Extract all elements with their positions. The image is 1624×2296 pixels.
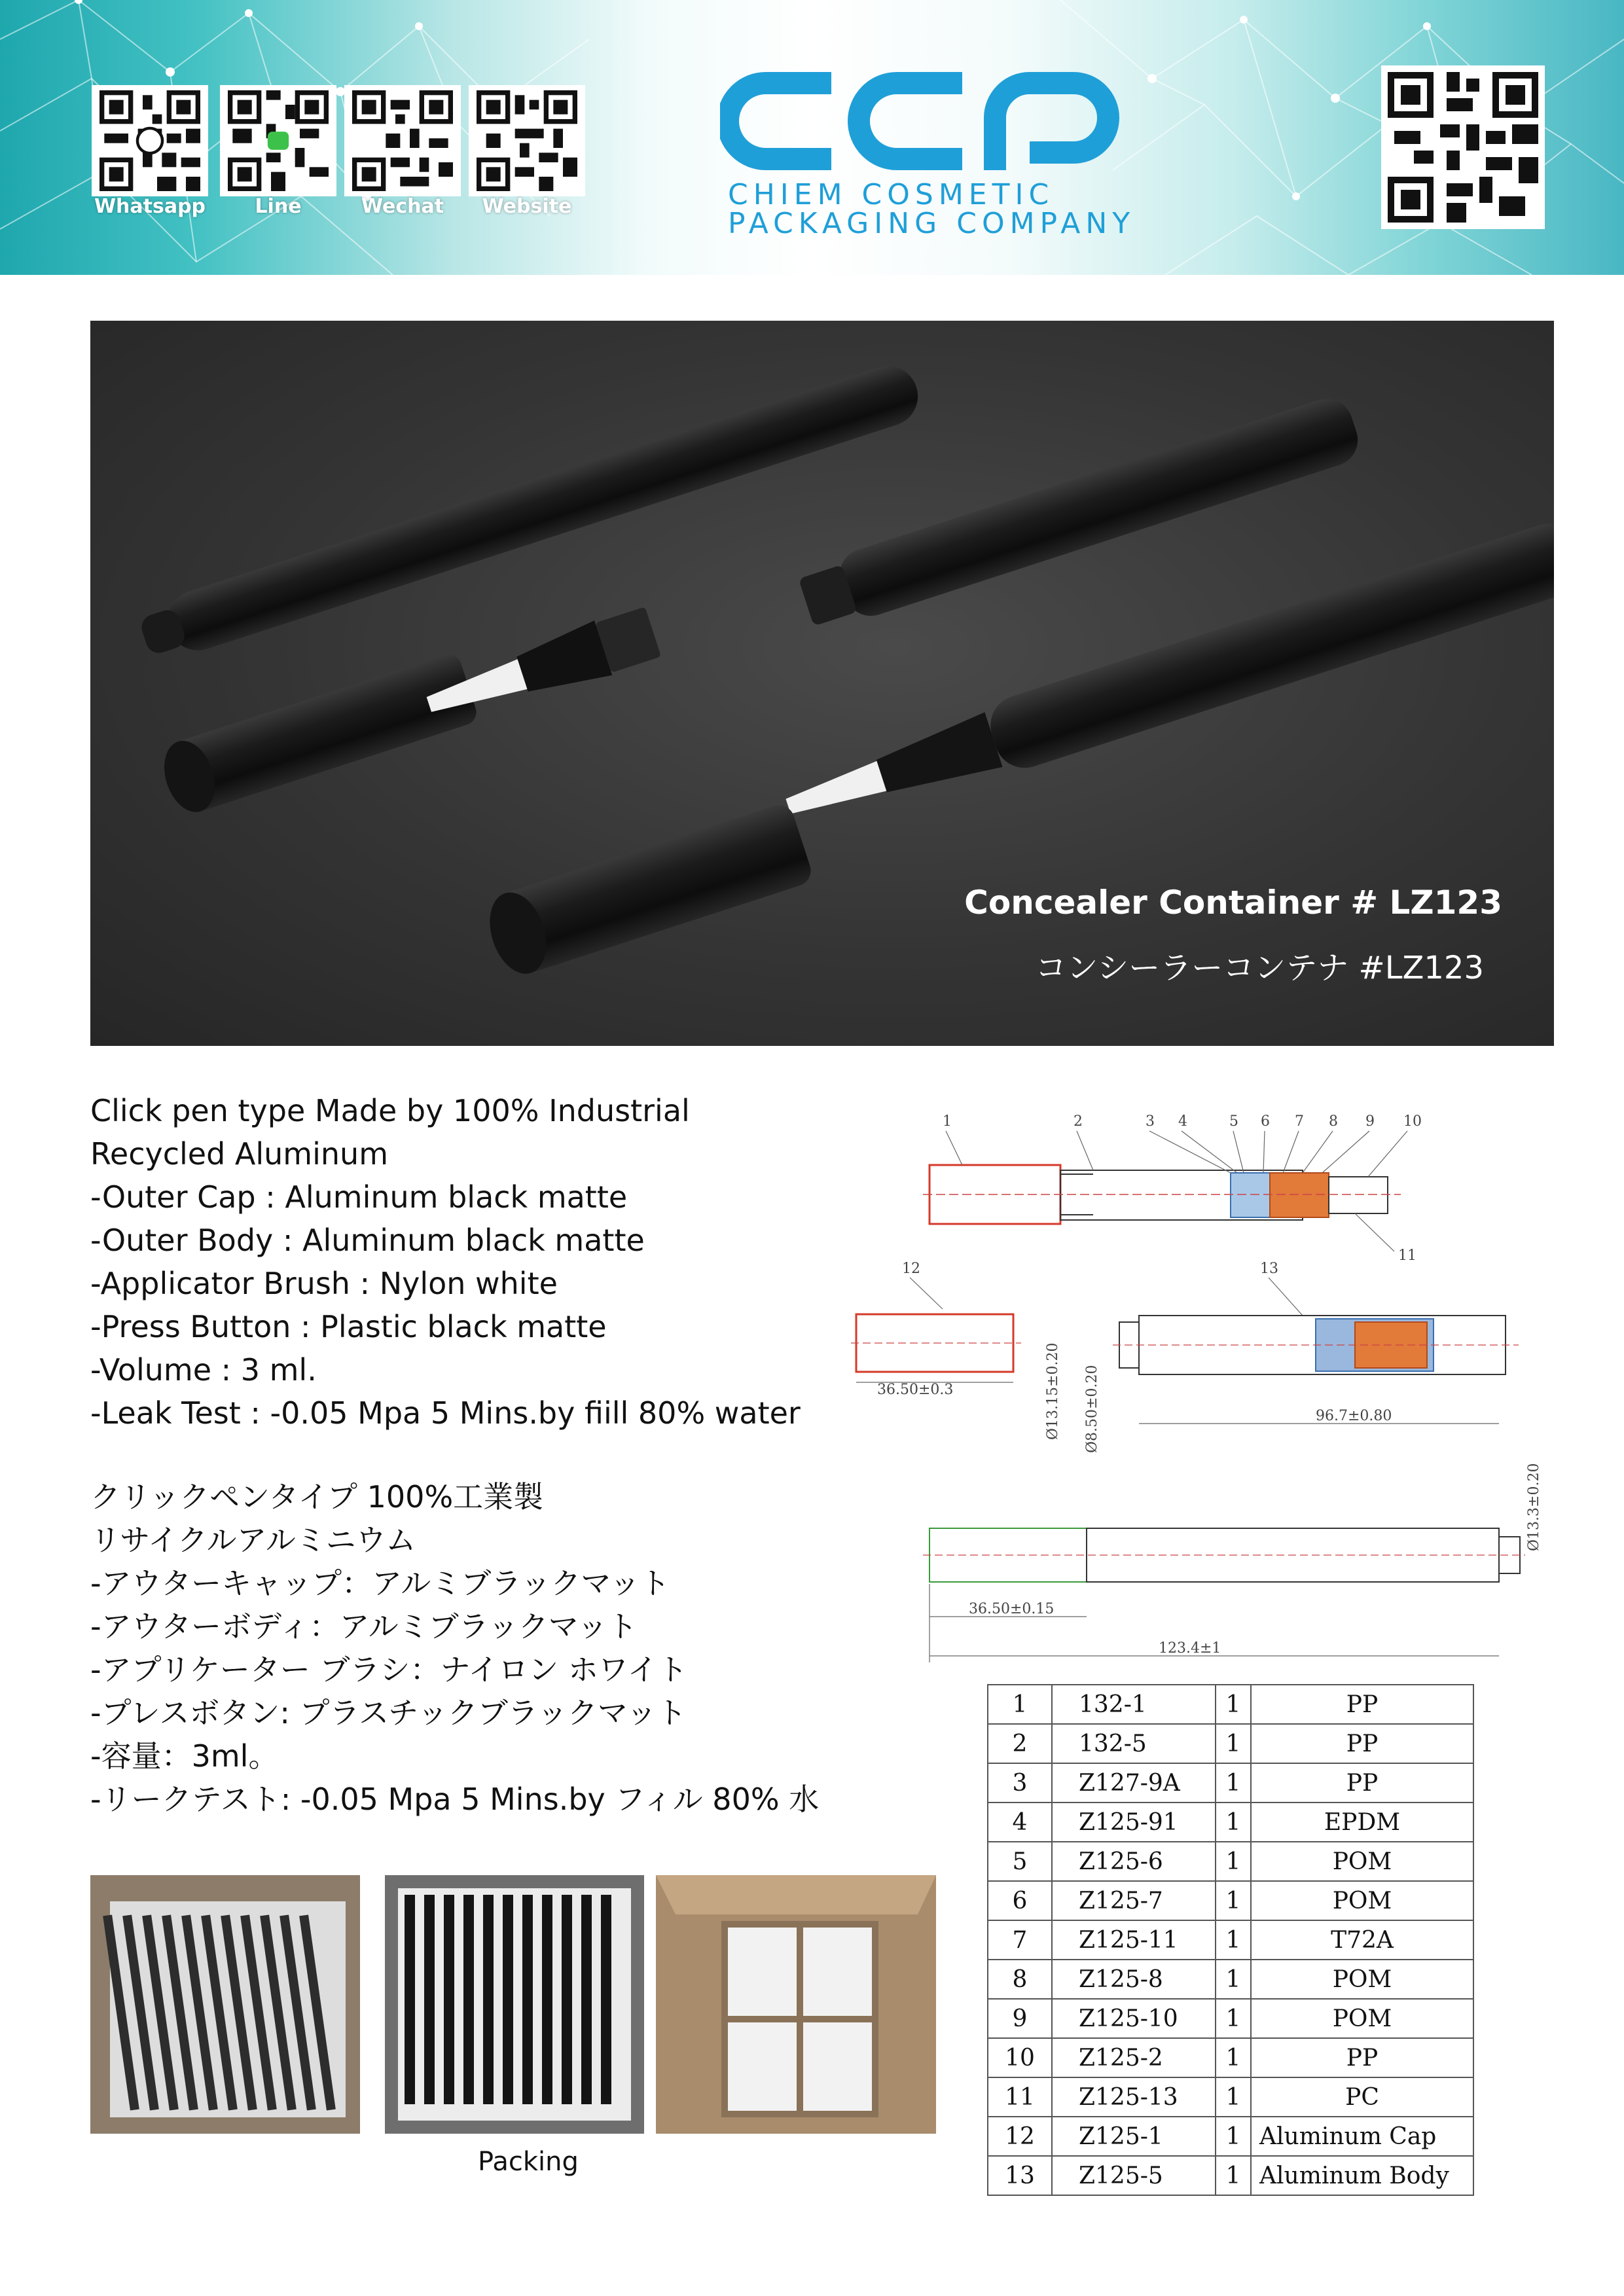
line-qr-code[interactable] (220, 85, 336, 196)
qr-label-website: Website (482, 195, 572, 218)
qr-code-icon (350, 90, 456, 191)
table-row (988, 1920, 1473, 1960)
spec-line: -Outer Cap : Aluminum black matte (90, 1179, 628, 1215)
part-code-cell: Z125-11 (1052, 1920, 1216, 1960)
part-number-cell: 9 (988, 1999, 1052, 2038)
packing-photo-3 (656, 1875, 936, 2134)
part-material-cell: T72A (1251, 1920, 1473, 1960)
part-code-cell: Z125-6 (1052, 1842, 1216, 1881)
part-qty-cell: 1 (1216, 1881, 1251, 1920)
spec-en-list (90, 1089, 801, 1435)
header-banner (0, 0, 1624, 275)
technical-drawing (844, 1100, 1545, 1676)
spec-line: -Press Button : Plastic black matte (90, 1309, 607, 1344)
part-number-cell: 6 (988, 1881, 1052, 1920)
callout-3: 3 (1146, 1113, 1155, 1130)
brand-line-1: CHIEM COSMETIC (728, 178, 1055, 211)
part-code-cell: Z125-91 (1052, 1803, 1216, 1842)
spec-line-jp: -アプリケーター ブラシ：ナイロン ホワイト (90, 1652, 688, 1687)
table-row (988, 1724, 1473, 1763)
table-row (988, 1803, 1473, 1842)
table-row (988, 2156, 1473, 2195)
callout-2: 2 (1074, 1113, 1083, 1130)
packed-pens-closeup-illustration (385, 1875, 644, 2134)
full-assembly-drawing (923, 1528, 1525, 1662)
part-qty-cell: 1 (1216, 1803, 1251, 1842)
part-material-cell: PP (1251, 1763, 1473, 1803)
part-material-cell: PP (1251, 2038, 1473, 2077)
product-photo (90, 321, 1554, 1046)
part-qty-cell: 1 (1216, 2077, 1251, 2117)
qr-label-whatsapp: Whatsapp (94, 195, 206, 218)
packed-pens-illustration (90, 1875, 360, 2134)
callout-8: 8 (1329, 1113, 1338, 1130)
callout-13: 13 (1260, 1261, 1278, 1277)
parts-table (987, 1684, 1474, 2196)
packing-photo-2 (385, 1875, 644, 2134)
dim-outer-diameter: Ø13.3±0.20 (1526, 1463, 1542, 1551)
table-row (988, 2038, 1473, 2077)
part-code-cell: 132-1 (1052, 1685, 1216, 1724)
spec-line: Recycled Aluminum (90, 1136, 389, 1172)
part-qty-cell: 1 (1216, 2156, 1251, 2195)
part-material-cell: PC (1251, 2077, 1473, 2117)
part-code-cell: Z125-2 (1052, 2038, 1216, 2077)
dim-body-length: 96.7±0.80 (1316, 1408, 1392, 1424)
website-qr-code[interactable] (469, 85, 585, 196)
spec-line-jp: -容量：3ml。 (90, 1738, 279, 1774)
part-material-cell: Aluminum Cap (1251, 2117, 1473, 2156)
part-number-cell: 11 (988, 2077, 1052, 2117)
assembly-drawing (923, 1165, 1401, 1224)
part-number-cell: 13 (988, 2156, 1052, 2195)
part-qty-cell: 1 (1216, 1999, 1251, 2038)
part-qty-cell: 1 (1216, 1842, 1251, 1881)
part-code-cell: Z127-9A (1052, 1763, 1216, 1803)
part-code-cell: Z125-1 (1052, 2117, 1216, 2156)
callout-10: 10 (1403, 1113, 1422, 1130)
qr-label-line: Line (255, 195, 302, 218)
table-row (988, 1842, 1473, 1881)
callout-numbers (902, 1113, 1422, 1277)
qr-code-icon (1381, 65, 1545, 229)
table-row (988, 1881, 1473, 1920)
part-material-cell: PP (1251, 1724, 1473, 1763)
cap-drawing (851, 1314, 1021, 1382)
part-qty-cell: 1 (1216, 2038, 1251, 2077)
ccp-logo (720, 72, 1139, 170)
part-number-cell: 3 (988, 1763, 1052, 1803)
dim-cap-length: 36.50±0.3 (877, 1382, 954, 1398)
part-code-cell: 132-5 (1052, 1724, 1216, 1763)
spec-line: Click pen type Made by 100% Industrial (90, 1093, 690, 1128)
part-qty-cell: 1 (1216, 1960, 1251, 1999)
part-material-cell: PP (1251, 1685, 1473, 1724)
table-row (988, 2117, 1473, 2156)
callout-7: 7 (1295, 1113, 1304, 1130)
part-number-cell: 1 (988, 1685, 1052, 1724)
part-number-cell: 10 (988, 2038, 1052, 2077)
part-number-cell: 7 (988, 1920, 1052, 1960)
spec-line: -Volume : 3 ml. (90, 1352, 317, 1388)
spec-jp-list (90, 1475, 819, 1821)
dim-body-diameter: Ø8.50±0.20 (1084, 1365, 1100, 1453)
part-material-cell: POM (1251, 1842, 1473, 1881)
part-code-cell: Z125-7 (1052, 1881, 1216, 1920)
spec-line-jp: -アウターボディ：アルミブラックマット (90, 1609, 638, 1644)
part-qty-cell: 1 (1216, 1763, 1251, 1803)
part-number-cell: 4 (988, 1803, 1052, 1842)
qr-code-icon (97, 90, 203, 191)
callout-9: 9 (1365, 1113, 1375, 1130)
part-qty-cell: 1 (1216, 2117, 1251, 2156)
table-row (988, 1960, 1473, 1999)
spec-line: -Applicator Brush : Nylon white (90, 1266, 558, 1301)
part-material-cell: POM (1251, 1960, 1473, 1999)
main-qr-code[interactable] (1381, 65, 1545, 229)
part-qty-cell: 1 (1216, 1920, 1251, 1960)
brand-line-2: PACKAGING COMPANY (728, 207, 1136, 240)
table-row (988, 1685, 1473, 1724)
part-material-cell: Aluminum Body (1251, 2156, 1473, 2195)
table-row (988, 2077, 1473, 2117)
spec-line-jp: -プレスボタン: プラスチックブラックマット (90, 1695, 687, 1731)
spec-line-jp: リサイクルアルミニウム (90, 1522, 416, 1558)
callout-5: 5 (1229, 1113, 1238, 1130)
spec-line: -Leak Test : -0.05 Mpa 5 Mins.by fiill 80% water (90, 1395, 801, 1431)
part-material-cell: EPDM (1251, 1803, 1473, 1842)
part-qty-cell: 1 (1216, 1724, 1251, 1763)
packing-caption: Packing (478, 2147, 579, 2177)
dim-total-length: 123.4±1 (1159, 1640, 1221, 1657)
callout-1: 1 (943, 1113, 952, 1130)
callout-4: 4 (1178, 1113, 1187, 1130)
part-code-cell: Z125-5 (1052, 2156, 1216, 2195)
callout-6: 6 (1261, 1113, 1270, 1130)
dim-cap-length-2: 36.50±0.15 (969, 1601, 1055, 1617)
part-number-cell: 8 (988, 1960, 1052, 1999)
spec-line-jp: -アウターキャップ：アルミブラックマット (90, 1566, 670, 1601)
spec-line: -Outer Body : Aluminum black matte (90, 1223, 645, 1258)
qr-label-wechat: Wechat (361, 195, 444, 218)
part-number-cell: 5 (988, 1842, 1052, 1881)
spec-line-jp: クリックペンタイプ 100%工業製 (90, 1479, 544, 1515)
part-material-cell: POM (1251, 1999, 1473, 2038)
qr-code-icon (225, 90, 331, 191)
wechat-qr-code[interactable] (344, 85, 461, 196)
part-qty-cell: 1 (1216, 1685, 1251, 1724)
packing-photo-1 (90, 1875, 360, 2134)
whatsapp-qr-code[interactable] (92, 85, 208, 196)
table-row (988, 1763, 1473, 1803)
part-number-cell: 12 (988, 2117, 1052, 2156)
part-code-cell: Z125-13 (1052, 2077, 1216, 2117)
callout-11: 11 (1398, 1247, 1416, 1264)
spec-line-jp: -リークテスト: -0.05 Mpa 5 Mins.by フィル 80% 水 (90, 1782, 820, 1817)
hero-title: Concealer Container # LZ123 (964, 884, 1502, 922)
part-number-cell: 2 (988, 1724, 1052, 1763)
table-row (988, 1999, 1473, 2038)
part-code-cell: Z125-10 (1052, 1999, 1216, 2038)
part-material-cell: POM (1251, 1881, 1473, 1920)
part-code-cell: Z125-8 (1052, 1960, 1216, 1999)
hero-subtitle: コンシーラーコンテナ #LZ123 (1035, 950, 1484, 986)
callout-12: 12 (902, 1261, 920, 1277)
dim-cap-diameter: Ø13.15±0.20 (1045, 1342, 1061, 1440)
packed-brushes-box-illustration (656, 1875, 936, 2134)
qr-code-icon (474, 90, 580, 191)
concealer-pen-illustration (90, 321, 1554, 1046)
